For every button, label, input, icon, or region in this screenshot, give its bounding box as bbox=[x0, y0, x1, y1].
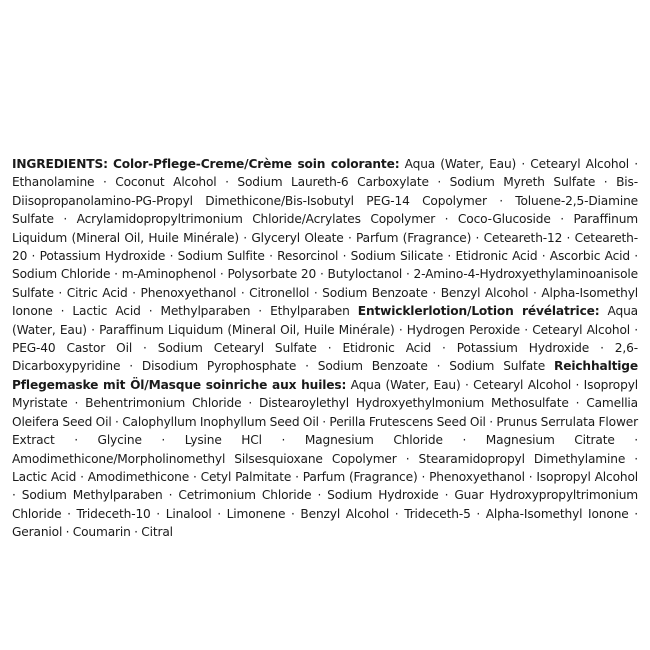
ingredients-paragraph bbox=[12, 155, 638, 542]
section-title-care-mask: Reichhaltige Pflegemaske mit Öl/Masque soinriche aux huiles: bbox=[12, 359, 638, 392]
section-text-developer-lotion: Aqua (Water, Eau) · Paraffinum Liquidum (Mineral Oil, Huile Minérale) · Hydrogen Peroxide · Cetearyl Alcohol · PEG-40 Castor Oil · Sodium Cetearyl Sulfate · Etidronic Acid · Potassium Hydroxide · 2,6-Dicarboxypyridine · Disodium Pyrophosphate · Sodium Benzoate · Sodium Sulfate bbox=[12, 304, 638, 374]
section-text-care-mask: Aqua (Water, Eau) · Cetearyl Alcohol · Isopropyl Myristate · Behentrimonium Chloride · Distearoylethyl Hydroxyethylmonium Methosulfate · Camellia Oleifera Seed Oil · Calophyllum Inophyllum Seed Oil · Perilla Frutescens Seed Oil · Prunus Serrulata Flower Extract · Glycine · Lysine HCl · Magnesium Chloride · Magnesium Citrate · Amodimethicone/Morpholinomethyl Silsesquioxane Copolymer · Stearamidopropyl Dimethylamine · Lactic Acid · Amodimethicone · Cetyl Palmitate · Parfum (Fragrance) · Phenoxyethanol · Isopropyl Alcohol · Sodium Methylparaben · Cetrimonium Chloride · Sodium Hydroxide · Guar Hydroxypropyltrimonium Chloride · Trideceth-10 · Linalool · Limonene · Benzyl Alcohol · Trideceth-5 · Alpha-Isomethyl Ionone · Geraniol · Coumarin · Citral bbox=[12, 377, 638, 540]
section-title-color-cream: Color-Pflege-Creme/Crème soin colorante: bbox=[113, 157, 400, 171]
ingredients-heading: INGREDIENTS: bbox=[12, 157, 108, 171]
section-text-color-cream: Aqua (Water, Eau) · Cetearyl Alcohol · Ethanolamine · Coconut Alcohol · Sodium Laureth-6 Carboxylate · Sodium Myreth Sulfate · Bis-Diisopropanolamino-PG-Propyl Dimethicone/Bis-Isobutyl PEG-14 Copolymer · Toluene-2,5-Diamine Sulfate · Acrylamidopropyltrimonium Chloride/Acrylates Copolymer · Coco-Glucoside · Paraffinum Liquidum (Mineral Oil, Huile Minérale) · Glyceryl Oleate · Parfum (Fragrance) · Ceteareth-12 · Ceteareth-20 · Potassium Hydroxide · Sodium Sulfite · Resorcinol · Sodium Silicate · Etidronic Acid · Ascorbic Acid · Sodium Chloride · m-Aminophenol · Polysorbate 20 · Butyloctanol · 2-Amino-4-Hydroxyethylaminoanisole Sulfate · Citric Acid · Phenoxyethanol · Citronellol · Sodium Benzoate · Benzyl Alcohol · Alpha-Isomethyl Ionone · Lactic Acid · Methylparaben · Ethylparaben bbox=[12, 157, 638, 319]
section-title-developer-lotion: Entwicklerlotion/Lotion révélatrice: bbox=[357, 304, 600, 319]
